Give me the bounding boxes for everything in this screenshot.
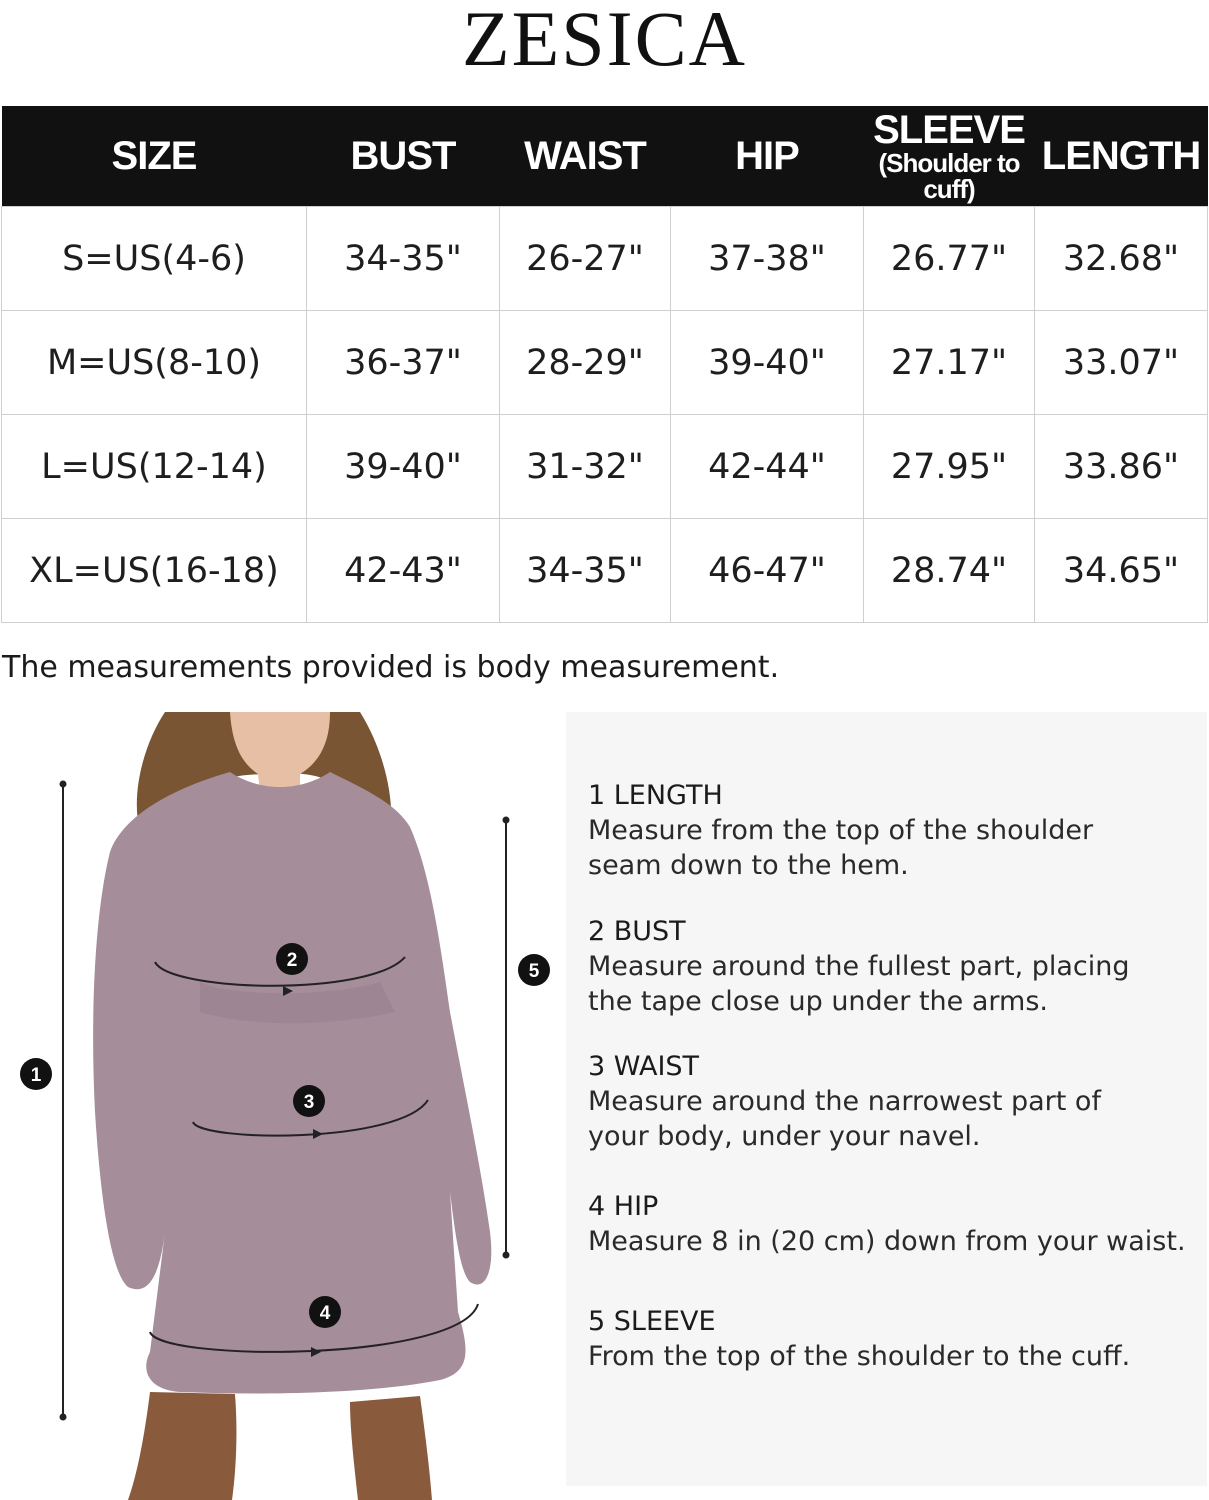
step-title: 2 BUST <box>588 916 686 947</box>
step-desc: the tape close up under the arms. <box>588 986 1048 1017</box>
right-boot <box>350 1396 432 1500</box>
step-hip <box>588 1189 1186 1259</box>
step-desc: Measure 8 in (20 cm) down from your waist. <box>588 1226 1186 1257</box>
cell-size: M=US(8-10) <box>2 311 307 415</box>
step-waist <box>588 1049 1101 1154</box>
dress-shape <box>93 772 491 1394</box>
measurement-note: The measurements provided is body measurement. <box>2 650 780 685</box>
step-title: 3 WAIST <box>588 1051 700 1082</box>
cell-waist: 28-29" <box>500 311 671 415</box>
header-sleeve-label: SLEEVE <box>873 108 1025 152</box>
header-waist: WAIST <box>500 106 671 207</box>
length-line-bottom-dot <box>60 1414 67 1421</box>
cell-size: L=US(12-14) <box>2 415 307 519</box>
cell-sleeve: 27.17" <box>864 311 1035 415</box>
marker-4-label: 4 <box>319 1303 331 1324</box>
step-title: 1 LENGTH <box>588 780 723 811</box>
step-sleeve <box>588 1304 1130 1374</box>
table-row <box>2 519 1208 623</box>
table-row <box>2 415 1208 519</box>
header-hip: HIP <box>671 106 864 207</box>
cell-hip: 39-40" <box>671 311 864 415</box>
marker-5 <box>518 954 550 986</box>
brand-logo: ZESICA <box>462 0 747 82</box>
table-header-row <box>2 106 1208 207</box>
step-desc: Measure from the top of the shoulder <box>588 815 1094 846</box>
cell-bust: 34-35" <box>307 207 500 311</box>
legs-gap <box>235 1394 350 1500</box>
step-title: 4 HIP <box>588 1191 659 1222</box>
marker-2 <box>276 943 308 975</box>
marker-1-label: 1 <box>30 1065 42 1086</box>
header-size: SIZE <box>2 106 307 207</box>
cell-length: 34.65" <box>1035 519 1208 623</box>
step-desc: From the top of the shoulder to the cuff. <box>588 1341 1131 1372</box>
cell-bust: 42-43" <box>307 519 500 623</box>
step-desc: seam down to the hem. <box>588 850 909 881</box>
header-bust: BUST <box>307 106 500 207</box>
left-boot <box>128 1392 236 1500</box>
step-desc: your body, under your navel. <box>588 1121 981 1152</box>
cell-waist: 31-32" <box>500 415 671 519</box>
table-row <box>2 311 1208 415</box>
cell-sleeve: 28.74" <box>864 519 1035 623</box>
face-shape <box>230 712 330 792</box>
step-bust <box>588 914 1130 1019</box>
sleeve-line-top-dot <box>503 817 510 824</box>
step-desc: Measure around the fullest part, placing <box>588 951 1130 982</box>
cell-size: S=US(4-6) <box>2 207 307 311</box>
sleeve-line-bottom-dot <box>503 1252 510 1259</box>
table-row <box>2 207 1208 311</box>
model-illustration <box>0 712 565 1500</box>
cell-sleeve: 27.95" <box>864 415 1035 519</box>
header-length: LENGTH <box>1035 106 1208 207</box>
marker-2-label: 2 <box>286 950 298 971</box>
cell-hip: 37-38" <box>671 207 864 311</box>
step-desc: Measure around the narrowest part of <box>588 1086 1101 1117</box>
length-line-top-dot <box>60 781 67 788</box>
cell-hip: 46-47" <box>671 519 864 623</box>
cell-length: 33.07" <box>1035 311 1208 415</box>
marker-3-label: 3 <box>303 1092 315 1113</box>
cell-hip: 42-44" <box>671 415 864 519</box>
header-sleeve <box>864 106 1035 207</box>
header-sleeve-sub: (Shoulder to cuff) <box>878 148 1020 204</box>
marker-5-label: 5 <box>528 961 540 982</box>
marker-4 <box>309 1296 341 1328</box>
cell-size: XL=US(16-18) <box>2 519 307 623</box>
marker-3 <box>293 1085 325 1117</box>
cell-length: 32.68" <box>1035 207 1208 311</box>
step-title: 5 SLEEVE <box>588 1306 716 1337</box>
step-length <box>588 778 1093 883</box>
marker-1 <box>20 1058 52 1090</box>
cell-waist: 26-27" <box>500 207 671 311</box>
size-chart-table <box>1 106 1208 623</box>
cell-bust: 36-37" <box>307 311 500 415</box>
cell-length: 33.86" <box>1035 415 1208 519</box>
cell-bust: 39-40" <box>307 415 500 519</box>
cell-waist: 34-35" <box>500 519 671 623</box>
cell-sleeve: 26.77" <box>864 207 1035 311</box>
